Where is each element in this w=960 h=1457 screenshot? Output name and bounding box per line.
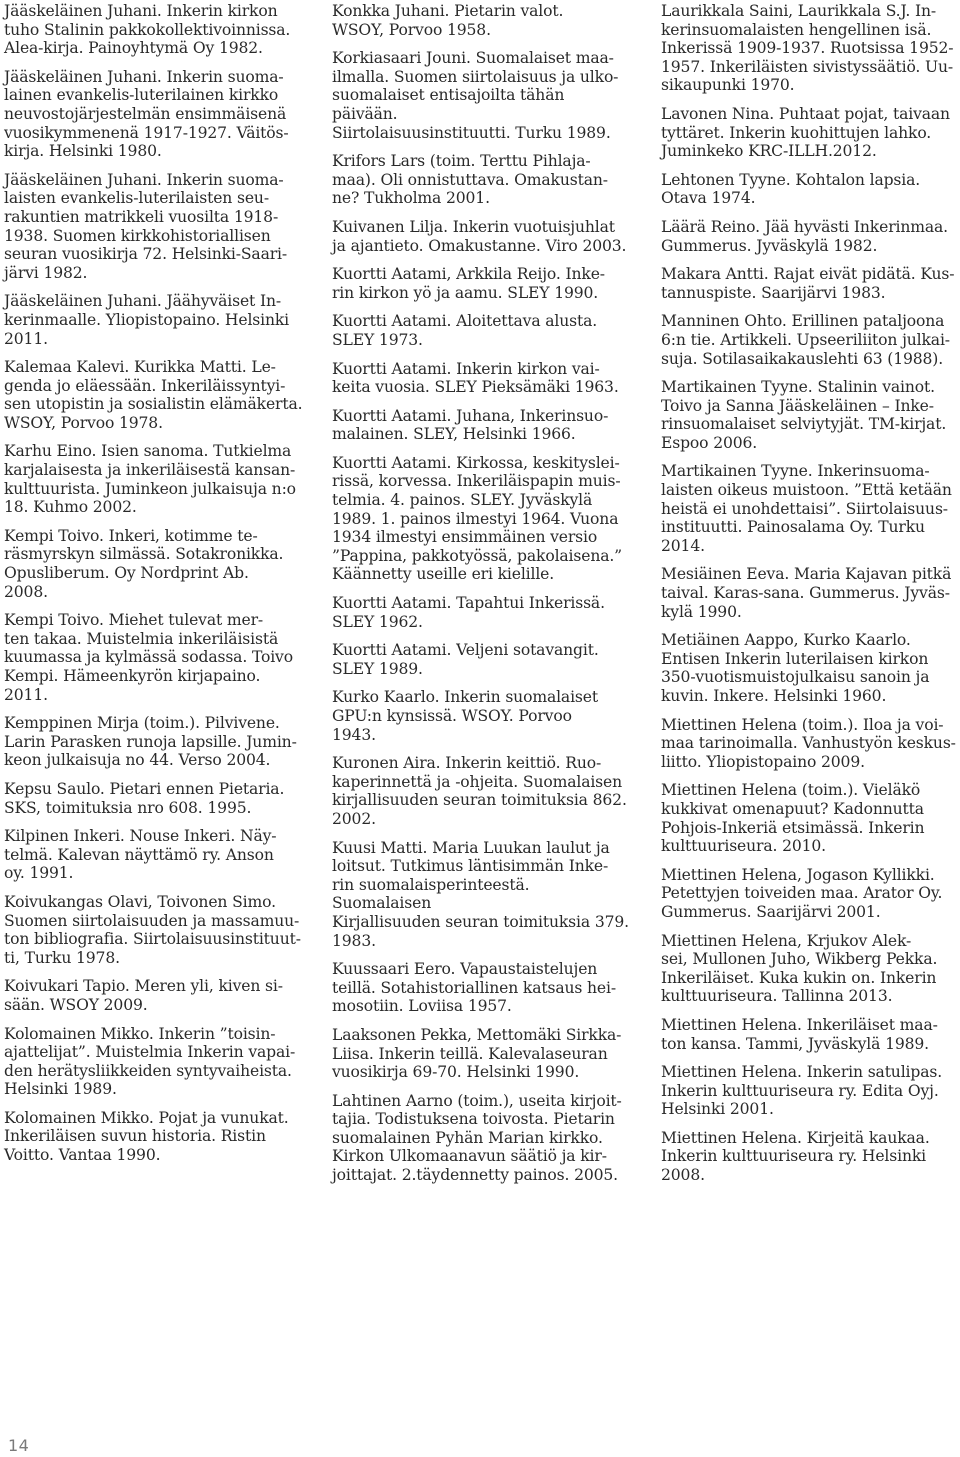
bibliography-entry: Mesiäinen Eeva. Maria Kajavan pitkä taival. Karas-sana. Gummerus. Jyväs- kylä 1990. xyxy=(661,565,952,621)
bibliography-entry: Kolomainen Mikko. Inkerin ”toisin- ajattelijat”. Muistelmia Inkerin vapai- den herätysliikkeiden syntyvaiheista. Helsinki 1989. xyxy=(4,1024,296,1099)
bibliography-entry: Kurko Kaarlo. Inkerin suomalaiset GPU:n kynsissä. WSOY. Porvoo 1943. xyxy=(332,688,598,744)
bibliography-entry: Kuortti Aatami. Veljeni sotavangit. SLEY 1989. xyxy=(332,641,599,678)
bibliography-entry: Miettinen Helena, Jogason Kyllikki. Petettyjen toiveiden maa. Arator Oy. Gummerus. Saarijärvi 2001. xyxy=(661,865,943,921)
bibliography-entry: Jääskeläinen Juhani. Inkerin kirkon tuho Stalinin pakkokollektivoinnissa. Alea-kirja. Painoyhtymä Oy 1982. xyxy=(4,2,291,58)
bibliography-entry: Lavonen Nina. Puhtaat pojat, taivaan tyttäret. Inkerin kuohittujen lahko. Juminkeko KRC-ILLH.2012. xyxy=(661,104,950,161)
bibliography-entry: Korkiasaari Jouni. Suomalaiset maa- ilmalla. Suomen siirtolaisuus ja ulko- suomalaiset entisajoilta tähän päivään. Siirtolaisuusinstituutti. Turku 1989. xyxy=(332,49,619,142)
bibliography-entry: Miettinen Helena (toim.). Iloa ja voi- maa tarinoimalla. Vanhustyön keskus- liitto. Yliopistopaino 2009. xyxy=(661,715,956,771)
bibliography-entry: Laurikkala Saini, Laurikkala S.J. In- kerinsuomalaisten hengellinen isä. Inkerissä 1909-1937. Ruotsissa 1952- 1957. Inkeriläisten sivistyssäätiö. Uu- sikaupunki 1970. xyxy=(661,2,954,95)
bibliography-entry: Miettinen Helena. Inkerin satulipas. Inkerin kulttuuriseura ry. Edita Oyj. Helsinki 2001. xyxy=(661,1063,943,1119)
bibliography-entry: Läärä Reino. Jää hyvästi Inkerinmaa. Gummerus. Jyväskylä 1982. xyxy=(661,217,948,255)
bibliography-entry: Koivukari Tapio. Meren yli, kiven si- sään. WSOY 2009. xyxy=(4,977,283,1014)
bibliography-entry: Miettinen Helena (toim.). Vieläkö kukkivat omenapuut? Kadonnutta Pohjois-Inkeriä etsimässä. Inkerin kulttuuriseura. 2010. xyxy=(661,781,925,856)
bibliography-entry: Kalemaa Kalevi. Kurikka Matti. Le- genda jo eläessään. Inkeriläissyntyi- sen utopistin ja sosialistin elämäkerta. WSOY, Porvoo 1978. xyxy=(4,358,303,432)
bibliography-entry: Kuussaari Eero. Vapaustaistelujen teillä. Sotahistoriallinen katsaus hei- mosotiin. Loviisa 1957. xyxy=(332,960,616,1016)
bibliography-entry: Kuortti Aatami. Inkerin kirkon vai- keita vuosia. SLEY Pieksämäki 1963. xyxy=(332,359,619,397)
bibliography-column-2 xyxy=(332,2,632,1195)
bibliography-entry: Jääskeläinen Juhani. Jäähyväiset In- kerinmaalle. Yliopistopaino. Helsinki 2011. xyxy=(4,292,290,348)
bibliography-entry: Jääskeläinen Juhani. Inkerin suoma- laisten evankelis-luterilaisten seu- rakuntien matrikkeli vuosilta 1918- 1938. Suomen kirkkohistoriallisen seuran vuosikirja 72. Helsinki-Saari- järvi 1982. xyxy=(4,170,287,282)
bibliography-column-1 xyxy=(4,2,304,1175)
bibliography-entry: Laaksonen Pekka, Mettomäki Sirkka- Liisa. Inkerin teillä. Kalevalaseuran vuosikirja 69-70. Helsinki 1990. xyxy=(332,1025,622,1082)
bibliography-entry: Miettinen Helena. Inkeriläiset maa- ton kansa. Tammi, Jyväskylä 1989. xyxy=(661,1015,938,1053)
bibliography-entry: Miettinen Helena. Kirjeitä kaukaa. Inkerin kulttuuriseura ry. Helsinki 2008. xyxy=(661,1128,930,1185)
bibliography-entry: Kuivanen Lilja. Inkerin vuotuisjuhlat ja ajantieto. Omakustanne. Viro 2003. xyxy=(332,217,627,255)
bibliography-entry: Lehtonen Tyyne. Kohtalon lapsia. Otava 1974. xyxy=(661,170,921,208)
bibliography-entry: Kuortti Aatami, Arkkila Reijo. Inke- rin kirkon yö ja aamu. SLEY 1990. xyxy=(332,265,605,302)
bibliography-entry: Martikainen Tyyne. Stalinin vainot. Toivo ja Sanna Jääskeläinen – Inke- rinsuomalaiset selviytyjät. TM-kirjat. Espoo 2006. xyxy=(661,378,947,452)
bibliography-column-3 xyxy=(661,2,957,1195)
bibliography-entry: Kolomainen Mikko. Pojat ja vunukat. Inkeriläisen suvun historia. Ristin Voitto. Vantaa 1990. xyxy=(4,1108,289,1165)
bibliography-entry: Krifors Lars (toim. Terttu Pihlaja- maa). Oli onnistuttava. Omakustan- ne? Tukholma 2001. xyxy=(332,152,608,208)
page-number: 14 xyxy=(8,1436,30,1455)
bibliography-entry: Kemppinen Mirja (toim.). Pilvivene. Larin Parasken runoja lapsille. Jumin- keon julkaisuja no 44. Verso 2004. xyxy=(4,714,297,770)
bibliography-entry: Miettinen Helena, Krjukov Alek- sei, Mullonen Juho, Wikberg Pekka. Inkeriläiset. Kuka kukin on. Inkerin kulttuuriseura. Tallinna 2013. xyxy=(661,931,938,1006)
bibliography-entry: Konkka Juhani. Pietarin valot. WSOY, Porvoo 1958. xyxy=(332,2,564,39)
bibliography-entry: Kuortti Aatami. Kirkossa, keskityslei- rissä, korvessa. Inkeriläispapin muis- telmia. 4. painos. SLEY. Jyväskylä 1989. 1. painos ilmestyi 1964. Vuona 1934 ilmestyi ensimmäinen versio ”Pappina, pakkotyössä, pakolaisena.” Käännetty useille eri kielille. xyxy=(332,453,622,584)
bibliography-entry: Koivukangas Olavi, Toivonen Simo. Suomen siirtolaisuuden ja massamuu- ton bibliografia. Siirtolaisuusinstituut- ti, Turku 1978. xyxy=(4,892,301,967)
bibliography-entry: Kempi Toivo. Miehet tulevat mer- ten takaa. Muistelmia inkeriläisistä kuumassa ja kylmässä sodassa. Toivo Kempi. Hämeenkyrön kirjapaino. 2011. xyxy=(4,611,293,704)
bibliography-entry: Kepsu Saulo. Pietari ennen Pietaria. SKS, toimituksia nro 608. 1995. xyxy=(4,779,285,817)
bibliography-entry: Karhu Eino. Isien sanoma. Tutkielma karjalaisesta ja inkeriläisestä kansan- kulttuurista. Juminkeon julkaisuja n:o 18. Kuhmo 2002. xyxy=(4,442,296,517)
bibliography-entry: Lahtinen Aarno (toim.), useita kirjoit- tajia. Todistuksena toivosta. Pietarin suomalainen Pyhän Marian kirkko. Kirkon Ulkomaanavun säätiö ja kir- joittajat. 2.täydennetty painos. 2005. xyxy=(332,1091,622,1185)
bibliography-entry: Kuortti Aatami. Tapahtui Inkerissä. SLEY 1962. xyxy=(332,594,605,631)
bibliography-entry: Kuronen Aira. Inkerin keittiö. Ruo- kaperinnettä ja -ohjeita. Suomalaisen kirjallisuuden seuran toimituksia 862. 2002. xyxy=(332,754,627,828)
bibliography-entry: Kuusi Matti. Maria Luukan laulut ja loitsut. Tutkimus läntisimmän Inke- rin suomalaisperinteestä. Suomalaisen Kirjallisuuden seuran toimituksia 379. 1983. xyxy=(332,838,629,950)
bibliography-entry: Metiäinen Aappo, Kurko Kaarlo. Entisen Inkerin luterilaisen kirkon 350-vuotismuistojulkaisu sanoin ja kuvin. Inkere. Helsinki 1960. xyxy=(661,631,930,705)
bibliography-entry: Kuortti Aatami. Juhana, Inkerinsuo- malainen. SLEY, Helsinki 1966. xyxy=(332,406,609,444)
bibliography-entry: Makara Antti. Rajat eivät pidätä. Kus- tannuspiste. Saarijärvi 1983. xyxy=(661,265,955,302)
bibliography-entry: Kempi Toivo. Inkeri, kotimme te- räsmyrskyn silmässä. Sotakronikka. Opusliberum. Oy Nordprint Ab. 2008. xyxy=(4,526,284,601)
bibliography-entry: Kuortti Aatami. Aloitettava alusta. SLEY 1973. xyxy=(332,312,598,349)
bibliography-entry: Jääskeläinen Juhani. Inkerin suoma- lainen evankelis-luterilainen kirkko neuvostojärjestelmän ensimmäisenä vuosikymmenenä 1917-1927. Väitös- kirja. Helsinki 1980. xyxy=(4,67,289,161)
bibliography-entry: Kilpinen Inkeri. Nouse Inkeri. Näy- telmä. Kalevan näyttämö ry. Anson oy. 1991. xyxy=(4,827,277,883)
bibliography-entry: Manninen Ohto. Erillinen pataljoona 6:n tie. Artikkeli. Upseeriliiton julkai- suja. Sotilasaikakauslehti 63 (1988). xyxy=(661,312,950,368)
bibliography-entry: Martikainen Tyyne. Inkerinsuoma- laisten oikeus muistoon. ”Että ketään heistä ei unohdettaisi”. Siirtolaisuus- instituutti. Painosalama Oy. Turku 2014. xyxy=(661,462,952,555)
